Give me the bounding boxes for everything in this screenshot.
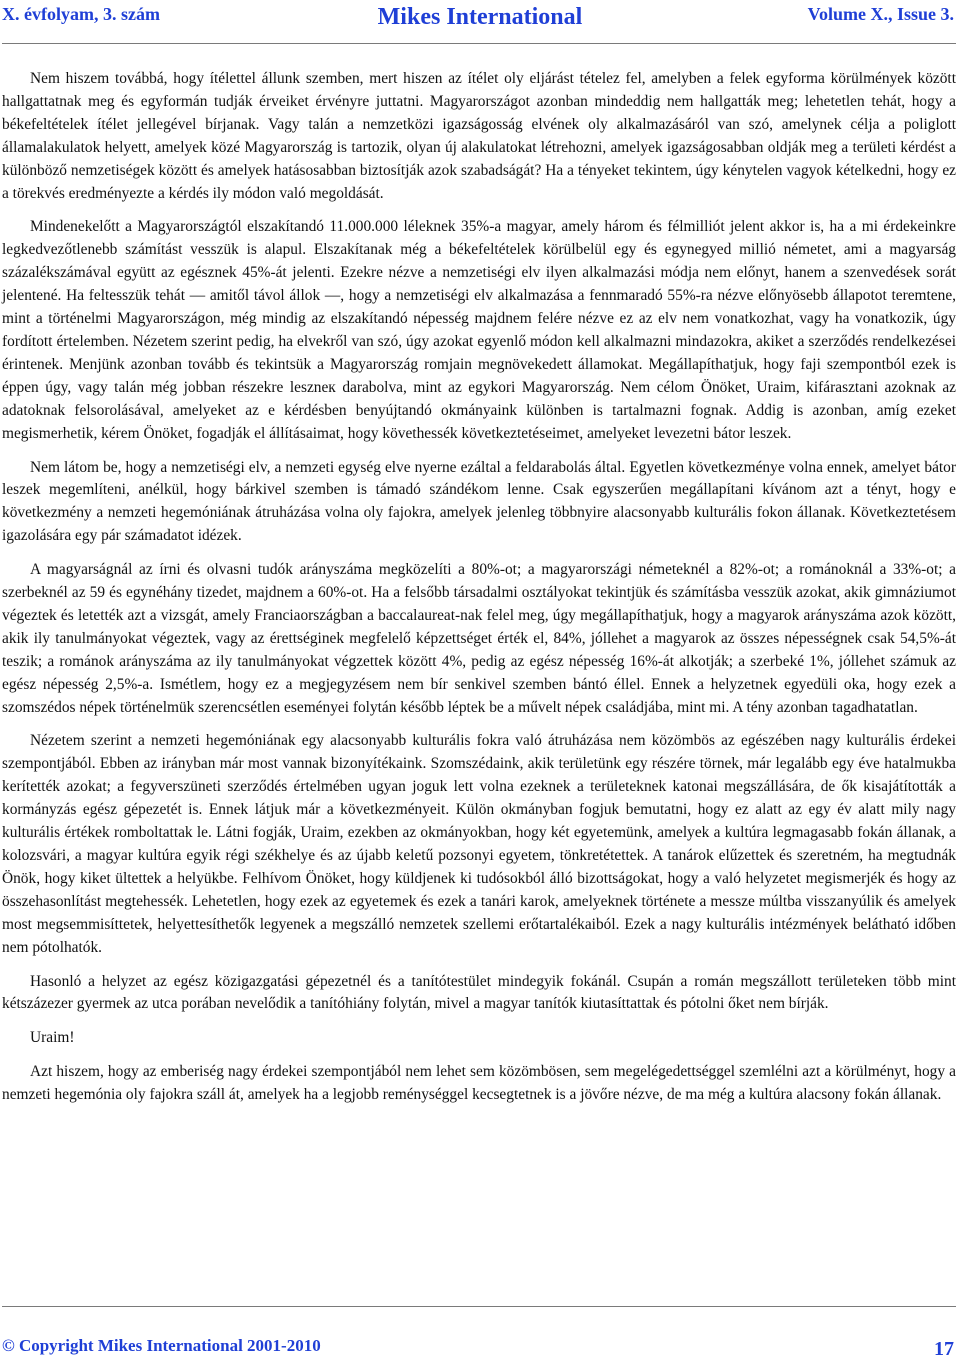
footer-divider: [2, 1306, 956, 1307]
journal-issue-en: Volume X., Issue 3.: [807, 4, 954, 24]
article-body: [2, 68, 956, 1118]
paragraph: A magyarságnál az írni és olvasni tudók arányszáma megközelíti a 80%-ot; a magyarországi németeknél a 82%-ot; a románoknál a 33%-ot; a szerbeknél az 59 és egynéhány tizedet, majdnem a 60%-ot. Ha a felsőbb társadalmi osztályokat tekintjük és számításba vesszük azokat, akik gimnáziumot végeztek és letették azt a vizsgát, amely Franciaországban a baccalaureat-nak felel meg, úgy megállapíthatjuk, hogy a magyarok arányszáma azok között, akik ily tanulmányokat végeztek, vagy az érettséginek megfelelő képzettséget érték el, 84%, jóllehet a magyarok az összes népességnek csak 54,5%-át teszik; a románok arányszáma az ily tanulmányokat végzettek között 4%, pedig az egész népesség 16%-át alkotják; a szerbeké 1%, jóllehet számuk az egész népesség 2,5%-a. Ismétlem, hogy ez a megjegyzésem nem bír senkivel szemben bántó éllel. Ennek a helyzetnek egyedüli oka, hogy ezek a szomszédos népek történelmük szerencsétlen eseményei folytán később léptek be a művelt népek családjába, mint mi. A tény azonban tagadhatatlan.: [2, 561, 956, 716]
paragraph: Azt hiszem, hogy az emberiség nagy érdekei szempontjából nem lehet sem közömbösen, sem megelégedettséggel szemlélni azt a körülményt, hogy a nemzeti hegemónia oly fajokra száll át, amelyek ha a legjobb reménységgel kecsegtetnek is a jövőre nézve, de ma még a kultúra alacsony fokán állanak.: [2, 1063, 956, 1104]
header-divider: [2, 43, 956, 44]
paragraph: Nem hiszem továbbá, hogy ítélettel állunk szemben, mert hiszen az ítélet oly eljárást tételez fel, amelyben a felek egyforma körülmények között hallgattatnak meg és egyformán tudják érveiket érvényre juttatni. Magyarországot azonban mindeddig nem hallgatták meg; lehetetlen tehát, hogy a békefeltételek ítélet jellegével bírjanak. Vagy talán a nemzetközi igazságosság elvének oly alkalmazásáról van szó, amelynek célja a poliglott államalakulatok helyett, amelyek közé Magyarország is tartozik, olyan új alakulatokat létrehozni, amelyek igazságosabban oldják meg a területi kérdést a különböző nemzetiségek között és amelyek hatásosabban biztosítják azok szabadságát? Ha a tényeket tekintem, úgy kénytelen vagyok kételkedni, hogy ez a törekvés eredményezte a kérdés ily módon való megoldását.: [2, 70, 956, 202]
paragraph: Mindenekelőtt a Magyarországtól elszakítandó 11.000.000 léleknek 35%-a magyar, amely három és félmilliót jelent akkor is, ha a mi érdekeinkre legkedvezőtlenebb számítást vesszük is alapul. Elszakítanak még a békefeltételek körülbelül egy és egynegyed millió németet, ami a magyarság százalékszámával együtt az egésznek 45%-át jelenti. Ezekre nézve a nemzetiségi elv ilyen alkalmazási módja nem előnyt, hanem a szenvedések sorát jelentené. Ha feltesszük tehát — amitől távol állok —, hogy a nemzetiségi elv alkalmazása a fennmaradó 55%-ra nézve előnyösebb állapotot teremtene, mint a történelmi Magyarországon, még mindig az elszakítandó népesség majdnem felére nézve ez az elv nem vonatkozhat, vagy ha vonatkozik, úgy fordított értelemben. Nézetem szerint pedig, ha elvekről van szó, úgy azokat egyenlő módon kell alkalmazni mindazokra, akiket a szerződés rendelkezései érintenek. Menjünk azonban tovább és tekintsük a Magyarország romjain megnövekedett államokat. Megállapíthatjuk, hogy faji szempontból ezek is éppen úgy, vagy talán még jobban részekre leszneк darabolva, mint az egykori Magyarország. Nem célom Önöket, Uraim, kifárasztani azoknak az adatoknak felsorolásával, amelyeket az e kérdésben benyújtandó okmányaink különben is tartalmazni fognak. Addig is azonban, amíg ezeket megismerhetik, kérem Önöket, fogadják el állításaimat, hogy követhessék következtetéseimet, amelyeket levezetni bátor leszek.: [2, 218, 956, 442]
journal-title: Mikes International: [377, 4, 583, 30]
paragraph: Nézetem szerint a nemzeti hegemóniának egy alacsonyabb kulturális fokra való átruházása nem közömbös az egészében nagy kulturális érdekei szempontjából. Ebben az irányban már most vannak bizonyítékaink. Szomszédaink, akik területünk egy részére törnek, már legalább egy éve hatalmukba kerítették azokat; a fegyverszüneti szerződés értelmében ugyan joguk lett volna ezeknek a területeknek katonai megszállására, de ők kisajátították a kormányzás egész gépezetét is. Ennek látjuk már a következményeit. Külön okmányban fogjuk bemutatni, hogy ez alatt az egy év alatt mily nagy kulturális értékek romboltattak le. Látni fogják, Uraim, ezekben az okmányokban, hogy két egyetemünk, amelyek a kultúra legmagasabb fokán állanak, a kolozsvári, a magyar kultúra egyik régi székhelye és az újabb keletű pozsonyi egyetem, tönkretétettek. A tanárok elűzettek és szeretném, ha megtudnák Önök, hogy kiket ültettek a helyükbe. Felhívom Önöket, hogy küldjenek ki tudósokból álló bizottságokat, hogy a való helyzetet megismerjék és hogy az összehasonlítást megtehessék. Lehetetlen, hogy ezek az egyetemek és ezek a tanári karok, amelyeknek története a messze múltba visszanyúlik és amelyek most megsemmisíttetek, helyettesíthetők legyenek a megszálló nemzetek szellemi erőtartalékaiból. Ezek a nagy kulturális intézmények belátható időben nem pótolhatók.: [2, 732, 956, 956]
salutation: Uraim!: [30, 1029, 75, 1047]
journal-issue-hu: X. évfolyam, 3. szám: [2, 4, 160, 24]
paragraph: Hasonló a helyzet az egész közigazgatási gépezetnél és a tanítótestület mindegyik fokánál. Csupán a román megszállott területeken több mint kétszázezer gyermek az utca porában nevelődik a tanítóhiány folytán, mivel a magyar tanítók kiutasíttattak és pótolni őket nem bírják.: [2, 972, 956, 1013]
copyright-notice: © Copyright Mikes International 2001-2010: [2, 1336, 321, 1355]
paragraph: Nem látom be, hogy a nemzetiségi elv, a nemzeti egység elve nyerne ezáltal a feldarabolás által. Egyetlen következménye volna ennek, amelyet bátor leszek megemlíteni, anélkül, hogy bárkivel szemben is támadó szándékom lenne. Csak egyszerűen megállapítani kívánom azt a tényt, hogy e következmény a nemzeti hegemóniának átruházása volna oly fajokra, amelyek jelenleg többnyire alacsonyabb kulturális fokon állanak. Következtetésem igazolására egy pár számadatot idézek.: [2, 458, 956, 545]
page-number: 17: [934, 1338, 954, 1360]
page-header: [0, 0, 960, 48]
